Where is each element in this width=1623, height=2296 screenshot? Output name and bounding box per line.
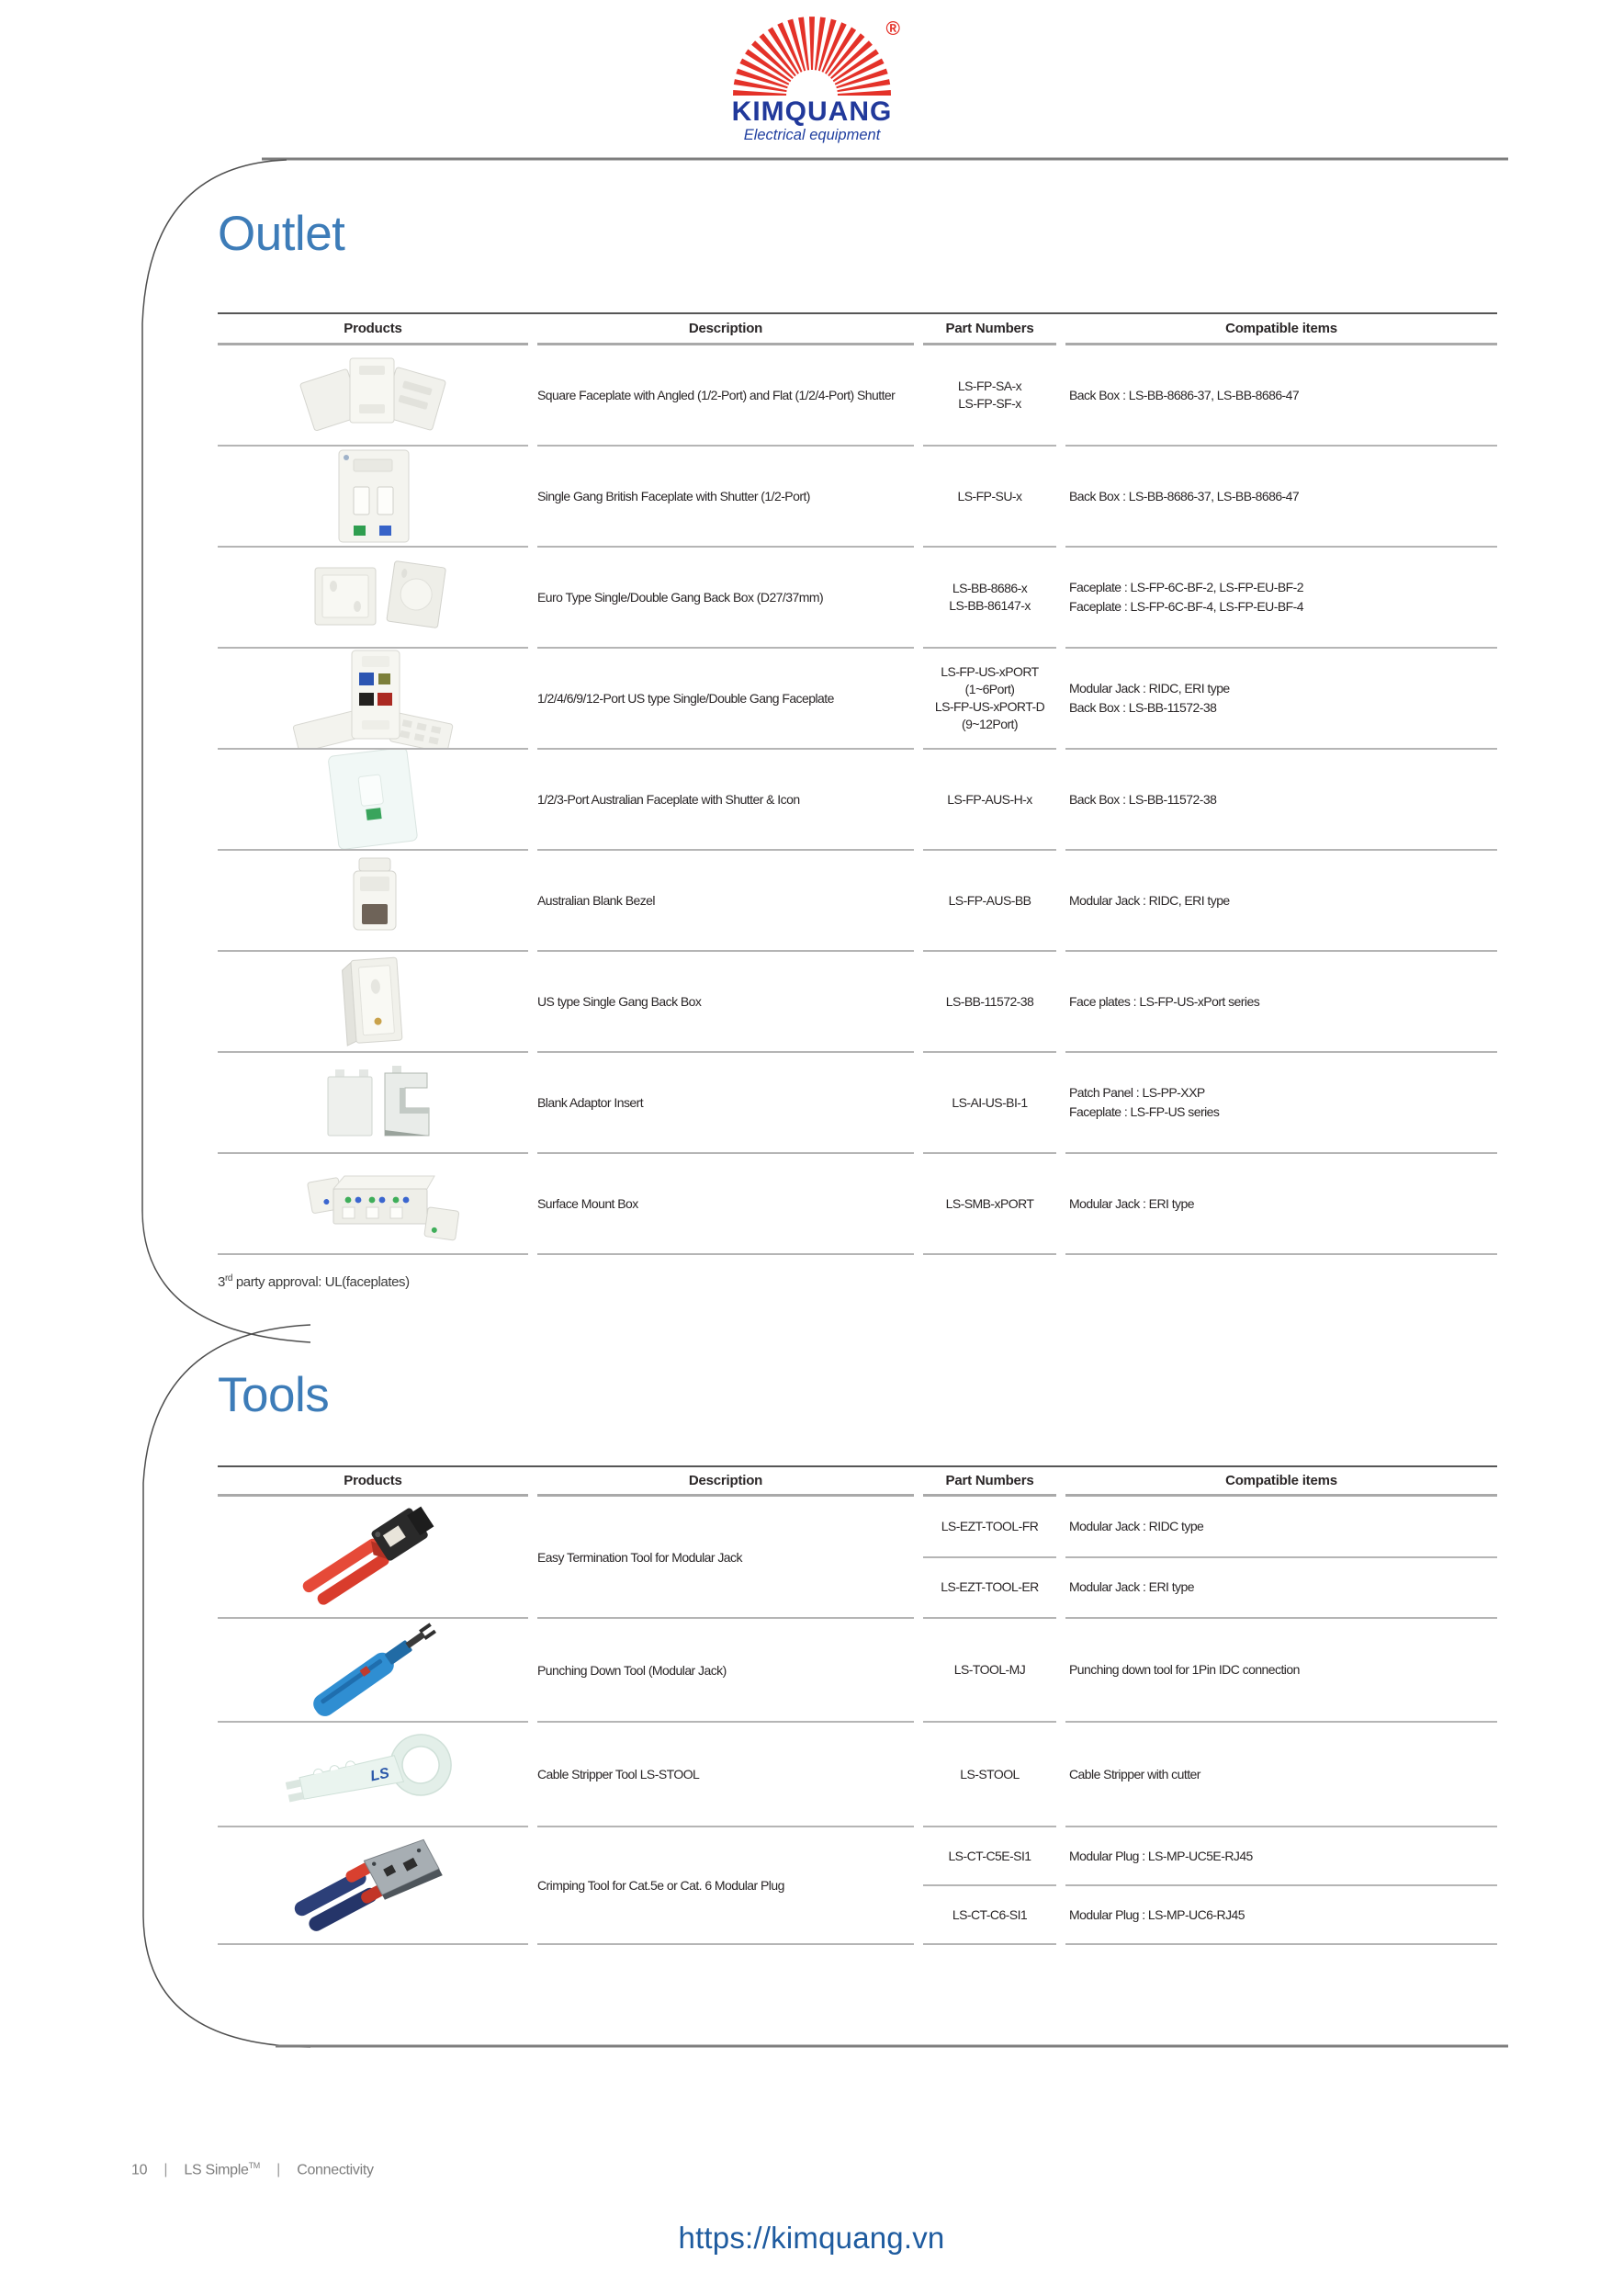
product-image-cell bbox=[218, 1497, 528, 1619]
product-description: Single Gang British Faceplate with Shutter (1/2-Port) bbox=[537, 447, 914, 548]
product-image-cell bbox=[218, 1723, 528, 1827]
outlet-section-title: Outlet bbox=[218, 207, 345, 261]
crimping-tool-image bbox=[272, 1830, 474, 1940]
product-description: Easy Termination Tool for Modular Jack bbox=[537, 1497, 914, 1619]
svg-text:LS: LS bbox=[368, 1765, 391, 1785]
table-row bbox=[218, 1053, 1497, 1154]
tools-table-header bbox=[218, 1465, 1497, 1497]
column-header-part-numbers: Part Numbers bbox=[923, 314, 1056, 345]
part-numbers: LS-STOOL bbox=[923, 1723, 1056, 1827]
product-description: US type Single Gang Back Box bbox=[537, 952, 914, 1053]
compatible-items: Modular Plug : LS-MP-UC5E-RJ45 bbox=[1065, 1827, 1497, 1886]
footer-separator: | bbox=[276, 2162, 281, 2178]
part-numbers: LS-BB-11572-38 bbox=[923, 952, 1056, 1053]
part-numbers: LS-FP-SU-x bbox=[923, 447, 1056, 548]
surface-mount-box-image bbox=[276, 1156, 469, 1251]
product-description: Crimping Tool for Cat.5e or Cat. 6 Modular Plug bbox=[537, 1827, 914, 1945]
column-header-description: Description bbox=[537, 314, 914, 345]
column-header-products: Products bbox=[218, 314, 528, 345]
sunburst-logo-icon bbox=[731, 13, 900, 97]
product-description: Punching Down Tool (Modular Jack) bbox=[537, 1619, 914, 1723]
part-numbers: LS-FP-US-xPORT (1~6Port) LS-FP-US-xPORT-D (9~12Port) bbox=[923, 649, 1056, 750]
table-row bbox=[218, 851, 1497, 952]
product-image-cell bbox=[218, 1154, 528, 1255]
part-numbers: LS-TOOL-MJ bbox=[923, 1619, 1056, 1723]
table-row bbox=[218, 1154, 1497, 1255]
compatible-items: Modular Jack : ERI type bbox=[1065, 1558, 1497, 1620]
product-image-cell bbox=[218, 447, 528, 548]
column-header-products: Products bbox=[218, 1467, 528, 1497]
registered-trademark-icon: ® bbox=[885, 18, 900, 40]
compatible-items: Back Box : LS-BB-11572-38 bbox=[1065, 750, 1497, 851]
product-description: Square Faceplate with Angled (1/2-Port) and Flat (1/2/4-Port) Shutter bbox=[537, 345, 914, 447]
table-row bbox=[218, 1619, 1497, 1723]
part-numbers: LS-FP-SA-x LS-FP-SF-x bbox=[923, 345, 1056, 447]
part-numbers: LS-FP-AUS-BB bbox=[923, 851, 1056, 952]
brand-name: KIMQUANG bbox=[731, 96, 893, 127]
footer-category: Connectivity bbox=[297, 2162, 374, 2178]
page-footer bbox=[131, 2161, 374, 2178]
compatible-items: Cable Stripper with cutter bbox=[1065, 1723, 1497, 1827]
product-image-cell bbox=[218, 548, 528, 649]
brand-logo bbox=[724, 13, 900, 144]
product-description: 1/2/3-Port Australian Faceplate with Shutter & Icon bbox=[537, 750, 914, 851]
footer-separator: | bbox=[163, 2162, 168, 2178]
table-row bbox=[218, 548, 1497, 649]
euro-back-box-image bbox=[276, 549, 469, 645]
table-row bbox=[218, 750, 1497, 851]
cable-stripper-tool-image bbox=[267, 1724, 479, 1825]
compatible-items: Back Box : LS-BB-8686-37, LS-BB-8686-47 bbox=[1065, 345, 1497, 447]
website-link[interactable]: https://kimquang.vn bbox=[678, 2221, 945, 2255]
compatible-items: Face plates : LS-FP-US-xPort series bbox=[1065, 952, 1497, 1053]
outlet-table-header bbox=[218, 312, 1497, 345]
part-numbers: LS-BB-8686-x LS-BB-86147-x bbox=[923, 548, 1056, 649]
compatible-items: Patch Panel : LS-PP-XXP Faceplate : LS-FP-US series bbox=[1065, 1053, 1497, 1154]
sunburst-rays bbox=[731, 13, 893, 97]
product-description: Australian Blank Bezel bbox=[537, 851, 914, 952]
australian-faceplate-image bbox=[276, 750, 469, 849]
easy-termination-tool-image bbox=[272, 1502, 474, 1612]
tools-section-title: Tools bbox=[218, 1368, 330, 1422]
table-row bbox=[218, 1827, 1497, 1945]
compatible-items: Back Box : LS-BB-8686-37, LS-BB-8686-47 bbox=[1065, 447, 1497, 548]
tools-table bbox=[218, 1465, 1497, 1945]
footer-product-line: LS Simple bbox=[184, 2162, 249, 2178]
table-row bbox=[218, 1497, 1497, 1619]
part-numbers: LS-AI-US-BI-1 bbox=[923, 1053, 1056, 1154]
compatible-items: Faceplate : LS-FP-6C-BF-2, LS-FP-EU-BF-2 Faceplate : LS-FP-6C-BF-4, LS-FP-EU-BF-4 bbox=[1065, 548, 1497, 649]
punch-down-tool-image bbox=[272, 1621, 474, 1720]
trademark-mark: TM bbox=[248, 2161, 261, 2170]
column-header-compatible-items: Compatible items bbox=[1065, 1467, 1497, 1497]
part-numbers: LS-SMB-xPORT bbox=[923, 1154, 1056, 1255]
part-numbers: LS-CT-C6-SI1 bbox=[923, 1886, 1056, 1945]
part-numbers: LS-EZT-TOOL-ER bbox=[923, 1558, 1056, 1620]
column-header-compatible-items: Compatible items bbox=[1065, 314, 1497, 345]
product-image-cell bbox=[218, 1827, 528, 1945]
product-image-cell bbox=[218, 1053, 528, 1154]
table-row bbox=[218, 345, 1497, 447]
product-description: Surface Mount Box bbox=[537, 1154, 914, 1255]
product-image-cell bbox=[218, 750, 528, 851]
compatible-items: Modular Jack : RIDC type bbox=[1065, 1497, 1497, 1558]
product-image-cell bbox=[218, 1619, 528, 1723]
blank-adaptor-insert-image bbox=[276, 1055, 469, 1150]
product-image-cell bbox=[218, 649, 528, 750]
compatible-items: Modular Jack : ERI type bbox=[1065, 1154, 1497, 1255]
product-image-cell bbox=[218, 851, 528, 952]
square-faceplates-image bbox=[276, 347, 469, 443]
product-image-cell bbox=[218, 952, 528, 1053]
table-row bbox=[218, 447, 1497, 548]
compatible-items: Modular Jack : RIDC, ERI type Back Box : LS-BB-11572-38 bbox=[1065, 649, 1497, 750]
product-description: Euro Type Single/Double Gang Back Box (D27/37mm) bbox=[537, 548, 914, 649]
table-row bbox=[218, 1723, 1497, 1827]
table-row bbox=[218, 649, 1497, 750]
british-faceplate-image bbox=[276, 447, 469, 546]
table-row bbox=[218, 952, 1497, 1053]
outlet-footnote: 3rd party approval: UL(faceplates) bbox=[218, 1273, 410, 1290]
page-number: 10 bbox=[131, 2162, 148, 2178]
us-faceplate-ports-image bbox=[276, 649, 469, 748]
column-header-description: Description bbox=[537, 1467, 914, 1497]
column-header-part-numbers: Part Numbers bbox=[923, 1467, 1056, 1497]
us-back-box-image bbox=[276, 952, 469, 1051]
product-description: Cable Stripper Tool LS-STOOL bbox=[537, 1723, 914, 1827]
compatible-items: Punching down tool for 1Pin IDC connection bbox=[1065, 1619, 1497, 1723]
product-description: 1/2/4/6/9/12-Port US type Single/Double Gang Faceplate bbox=[537, 649, 914, 750]
compatible-items: Modular Plug : LS-MP-UC6-RJ45 bbox=[1065, 1886, 1497, 1945]
brand-subtitle: Electrical equipment bbox=[743, 127, 881, 143]
part-numbers: LS-EZT-TOOL-FR bbox=[923, 1497, 1056, 1558]
compatible-items: Modular Jack : RIDC, ERI type bbox=[1065, 851, 1497, 952]
product-image-cell bbox=[218, 345, 528, 447]
part-numbers: LS-FP-AUS-H-x bbox=[923, 750, 1056, 851]
part-numbers: LS-CT-C5E-SI1 bbox=[923, 1827, 1056, 1886]
product-description: Blank Adaptor Insert bbox=[537, 1053, 914, 1154]
outlet-table bbox=[218, 312, 1497, 1255]
australian-blank-bezel-image bbox=[276, 853, 469, 948]
